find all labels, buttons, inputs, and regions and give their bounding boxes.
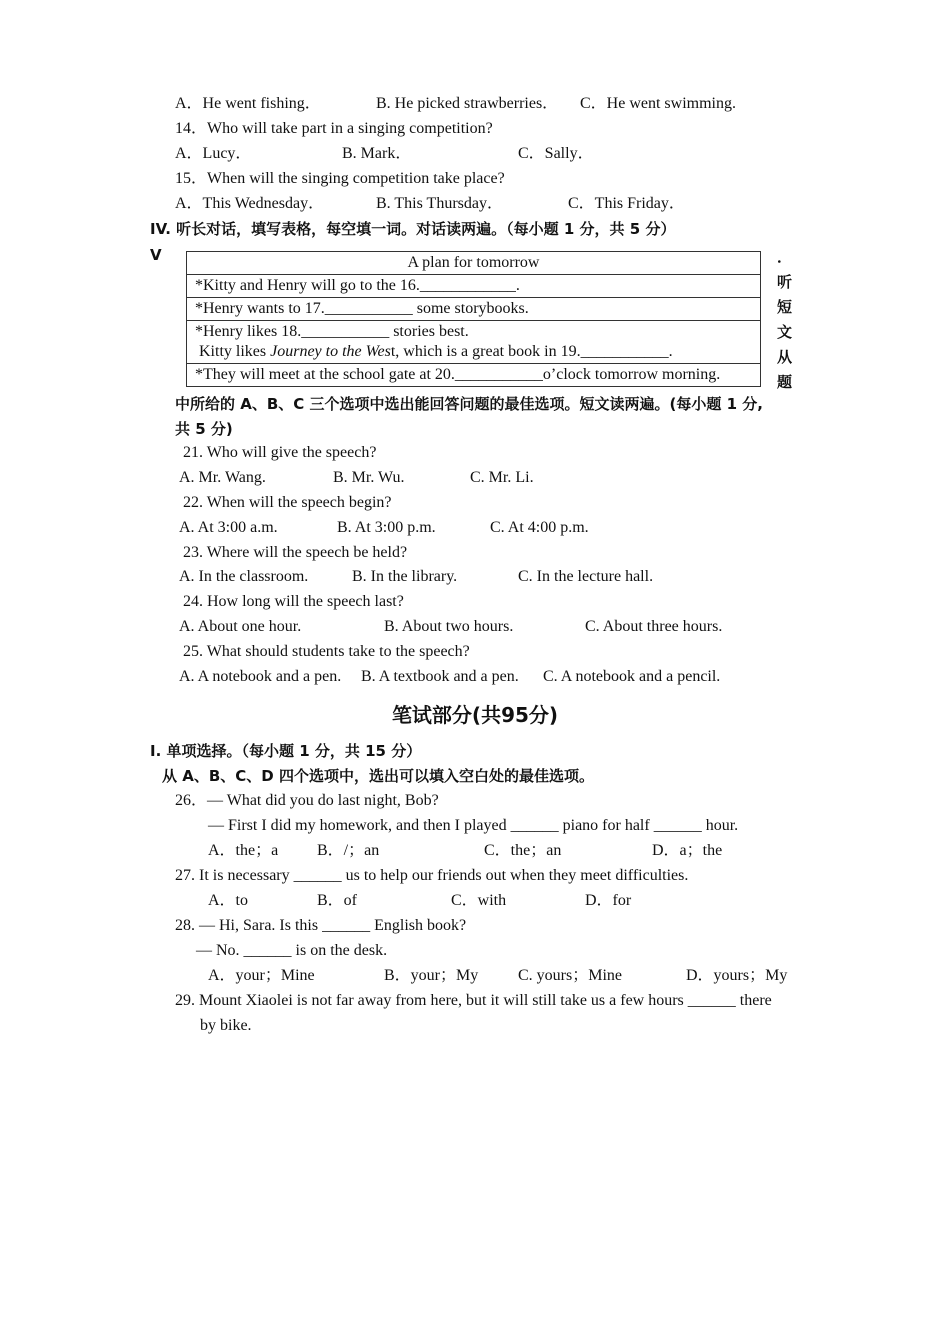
q26-line1: 26．— What did you do last night, Bob? [175,792,439,809]
q25-option-a: A. A notebook and a pen. [179,668,342,685]
written-section1-heading: I. 单项选择。（每小题 1 分，共 15 分） [150,742,422,760]
written-section1-instruction: 从 A、B、C、D 四个选项中，选出可以填入空白处的最佳选项。 [162,767,594,785]
vertical-char: ． [777,248,793,266]
q28-option-c: C. yours；Mine [518,967,623,984]
q13-option-b: B. He picked strawberries． [376,95,559,112]
plan-table-row-20: *They will meet at the school gate at 20.___________o’clock tomorrow morning. [187,364,761,387]
plan-table-row-18-19 [187,321,761,364]
section5-instruction-line1: 中所给的 A、B、C 三个选项中选出能回答问题的最佳选项。短文读两遍。(每小题 1 分, [175,395,763,413]
q24-option-b: B. About two hours. [384,618,514,635]
plan-table-row-16: *Kitty and Henry will go to the 16.____________. [187,275,761,298]
q14-question: 14．Who will take part in a singing competition? [175,120,493,137]
q23-option-b: B. In the library. [352,568,458,585]
plan-row-19-pre: Kitty likes [199,343,271,360]
plan-table-title: A plan for tomorrow [187,252,761,275]
q29-line2: by bike. [200,1017,252,1034]
q22-question: 22. When will the speech begin? [183,494,392,511]
q28-line1: 28. — Hi, Sara. Is this ______ English book? [175,917,467,934]
q26-option-b: B．/；an [317,842,380,859]
plan-row-19 [195,342,752,362]
q15-option-c: C．This Friday． [568,195,685,212]
q23-option-a: A. In the classroom. [179,568,309,585]
book-title: Journey to the Wes [270,343,391,360]
section5-vertical-text [777,245,792,395]
q27-line1: 27. It is necessary ______ us to help our friends out when they meet difficulties. [175,867,689,884]
q21-option-a: A. Mr. Wang. [179,469,266,486]
q25-question: 25. What should students take to the speech? [183,643,470,660]
q24-option-a: A. About one hour. [179,618,302,635]
q15-option-b: B. This Thursday． [376,195,503,212]
q23-question: 23. Where will the speech be held? [183,544,408,561]
q21-option-b: B. Mr. Wu. [333,469,405,486]
vertical-char: 题 [777,373,793,391]
q26-option-c: C．the；an [484,842,562,859]
section5-instruction-line2: 共 5 分) [175,420,233,438]
q27-option-d: D．for [585,892,632,909]
section5-roman: V [150,246,162,264]
vertical-char: 从 [777,348,793,366]
q15-question: 15．When will the singing competition take place? [175,170,505,187]
q21-question: 21. Who will give the speech? [183,444,377,461]
written-part-title: 笔试部分(共95分) [391,703,559,727]
q13-option-a: A．He went fishing． [175,95,321,112]
plan-table-row-17: *Henry wants to 17.___________ some storybooks. [187,298,761,321]
q14-option-b: B. Mark． [342,145,412,162]
q29-line1: 29. Mount Xiaolei is not far away from here, but it will still take us a few hours ______ there [175,992,772,1009]
q25-option-c: C. A notebook and a pencil. [543,668,721,685]
plan-table [186,251,761,387]
q23-option-c: C. In the lecture hall. [518,568,654,585]
q14-option-c: C．Sally． [518,145,594,162]
q28-line2: — No. ______ is on the desk. [196,942,388,959]
vertical-char: 听 [777,273,793,291]
q22-option-c: C. At 4:00 p.m. [490,519,589,536]
q24-question: 24. How long will the speech last? [183,593,404,610]
q27-option-c: C．with [451,892,507,909]
q26-option-d: D．a；the [652,842,723,859]
q28-option-a: A．your；Mine [208,967,315,984]
q22-option-a: A. At 3:00 a.m. [179,519,278,536]
q24-option-c: C. About three hours. [585,618,723,635]
q28-option-d: D．yours；My [686,967,788,984]
q26-line2: — First I did my homework, and then I played ______ piano for half ______ hour. [208,817,739,834]
q13-option-c: C．He went swimming. [580,95,736,112]
vertical-char: 文 [777,323,793,341]
q27-option-b: B．of [317,892,358,909]
section4-heading: IV. 听长对话，填写表格，每空填一词。对话读两遍。（每小题 1 分，共 5 分） [150,220,676,238]
plan-row-18: *Henry likes 18.___________ stories best. [195,323,469,340]
plan-row-19-post: t, which is a great book in 19.___________. [390,343,673,360]
q25-option-b: B. A textbook and a pen. [361,668,519,685]
q21-option-c: C. Mr. Li. [470,469,534,486]
q15-option-a: A．This Wednesday． [175,195,325,212]
vertical-char: 短 [777,298,793,316]
q22-option-b: B. At 3:00 p.m. [337,519,436,536]
q28-option-b: B．your；My [384,967,479,984]
q27-option-a: A．to [208,892,249,909]
q14-option-a: A．Lucy． [175,145,252,162]
q26-option-a: A．the；a [208,842,279,859]
